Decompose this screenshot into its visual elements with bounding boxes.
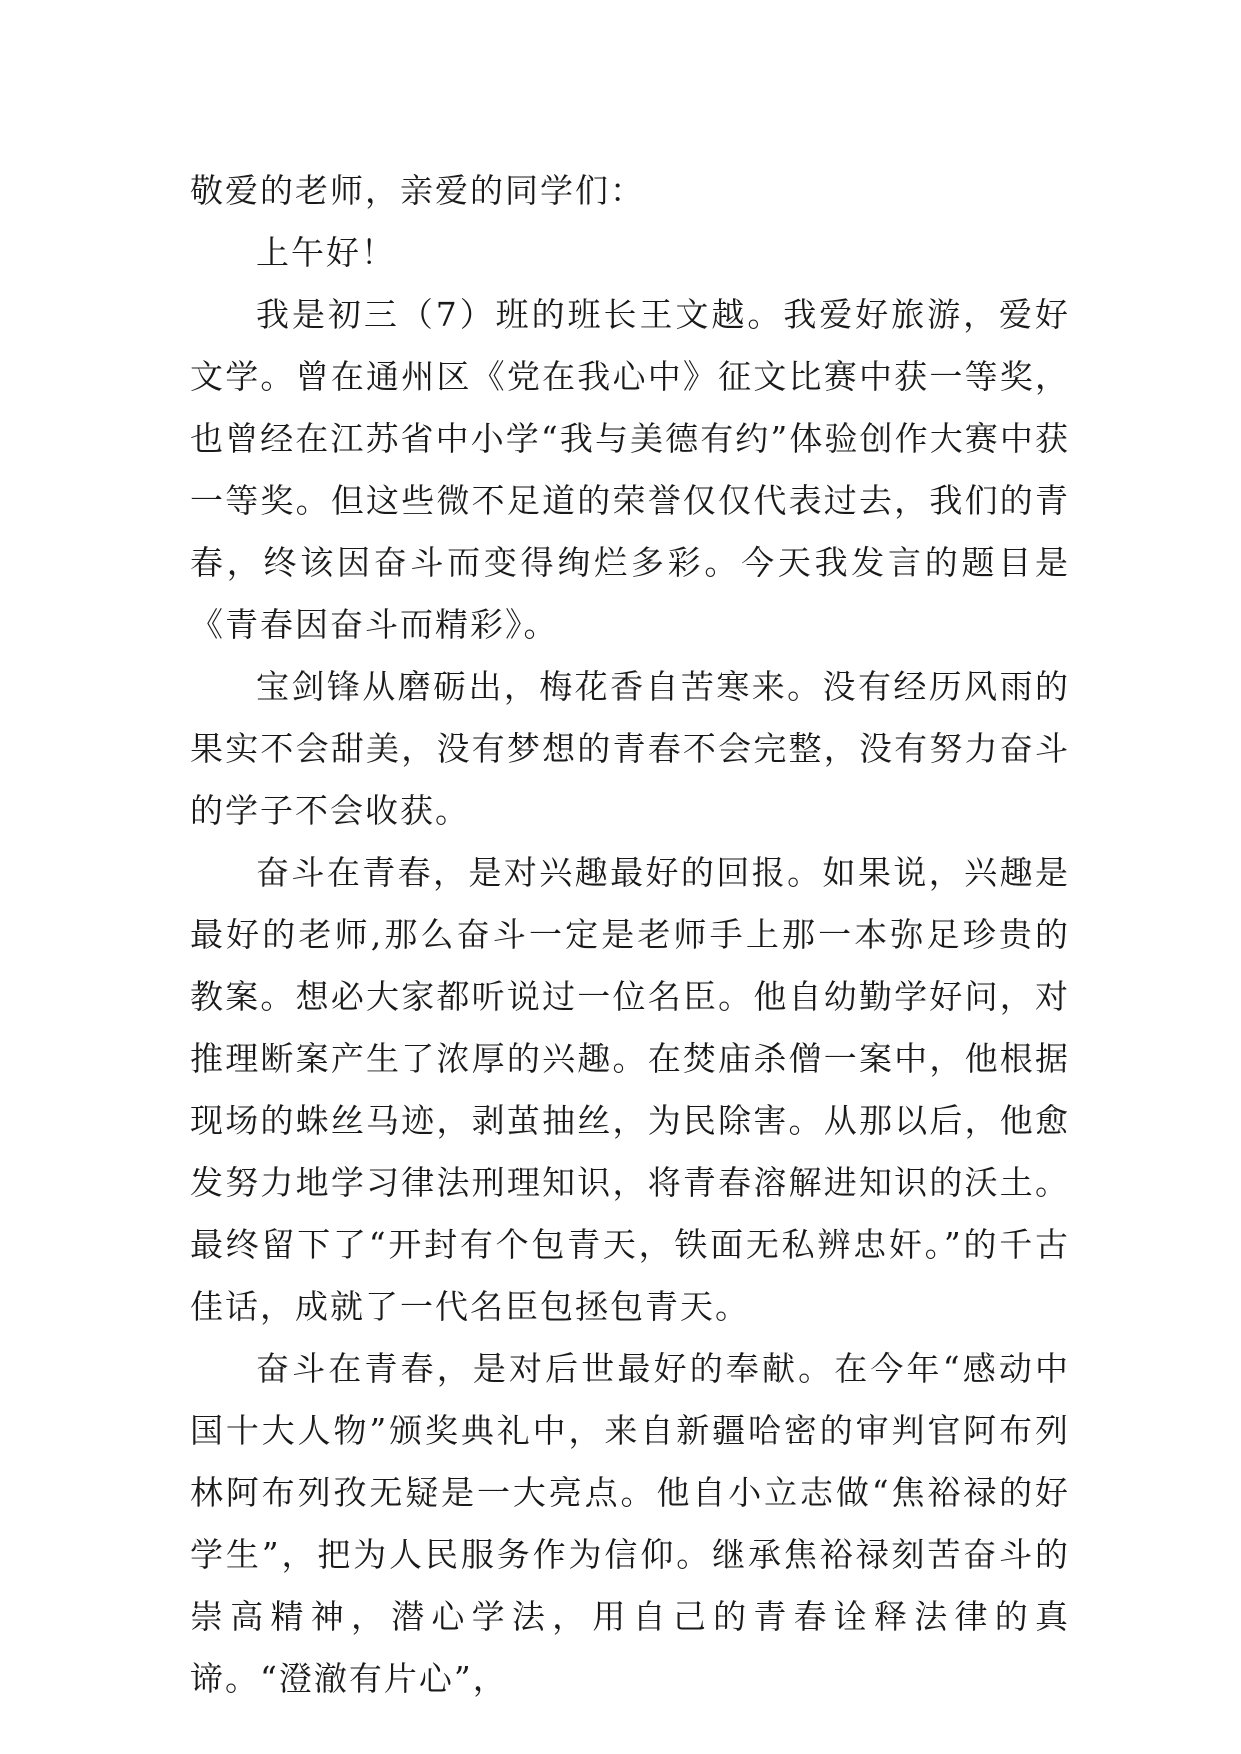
salutation: 敬爱的老师，亲爱的同学们：	[190, 171, 645, 210]
document-body	[190, 160, 1070, 1710]
paragraph-proverb: 宝剑锋从磨砺出，梅花香自苦寒来。没有经历风雨的果实不会甜美，没有梦想的青春不会完整，没有努力奋斗的学子不会收获。	[190, 667, 1070, 830]
paragraph-interest: 奋斗在青春，是对兴趣最好的回报。如果说，兴趣是最好的老师,那么奋斗一定是老师手上那一本弥足珍贵的教案。想必大家都听说过一位名臣。他自幼勤学好问，对推理断案产生了浓厚的兴趣。在焚庙杀僧一案中，他根据现场的蛛丝马迹，剥茧抽丝，为民除害。从那以后，他愈发努力地学习律法刑理知识，将青春溶解进知识的沃土。最终留下了“开封有个包青天，铁面无私辨忠奸。”的千古佳话，成就了一代名臣包拯包青天。	[190, 853, 1070, 1326]
paragraph-dedication: 奋斗在青春，是对后世最好的奉献。在今年“感动中国十大人物”颁奖典礼中，来自新疆哈密的审判官阿布列林阿布列孜无疑是一大亮点。他自小立志做“焦裕禄的好学生”，把为人民服务作为信仰。继承焦裕禄刻苦奋斗的崇高精神，潜心学法，用自己的青春诠释法律的真谛。“澄澈有片心”，	[190, 1349, 1070, 1698]
paragraph-introduction: 我是初三（7）班的班长王文越。我爱好旅游，爱好文学。曾在通州区《党在我心中》征文比赛中获一等奖，也曾经在江苏省中小学“我与美德有约”体验创作大赛中获一等奖。但这些微不足道的荣誉仅仅代表过去，我们的青春，终该因奋斗而变得绚烂多彩。今天我发言的题目是《青春因奋斗而精彩》。	[190, 295, 1070, 644]
paragraph-greeting: 上午好！	[256, 233, 396, 272]
